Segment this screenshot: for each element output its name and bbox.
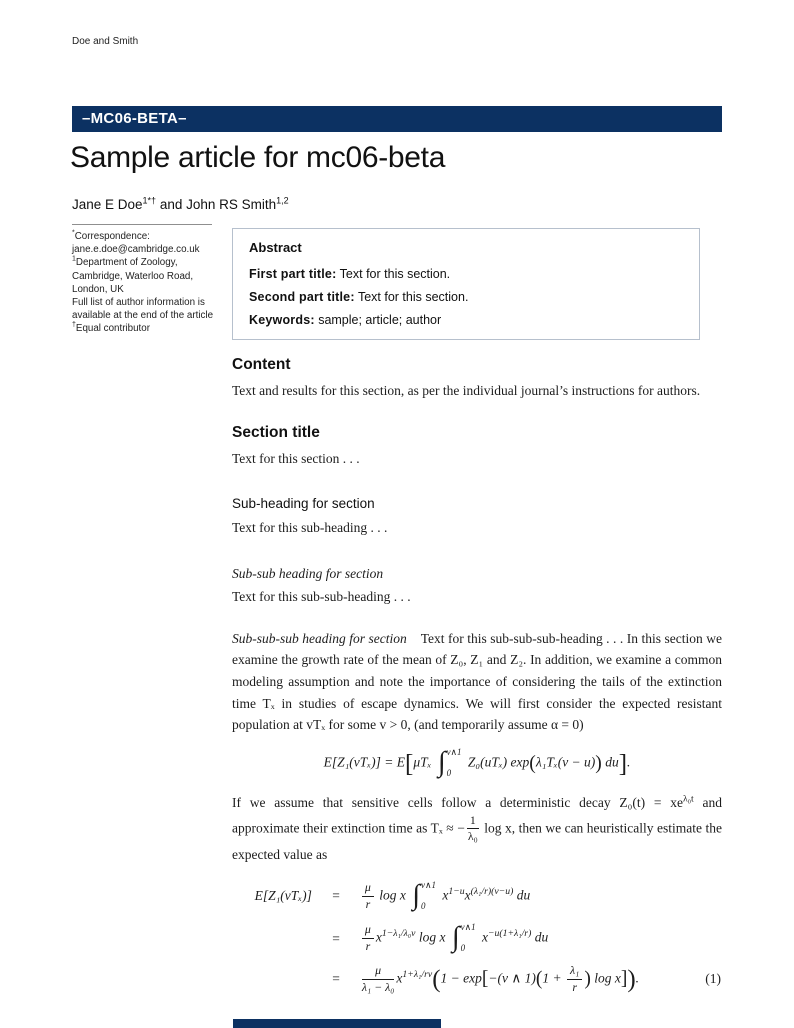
equation-lhs bbox=[232, 963, 313, 995]
abstract-item-label: Keywords: bbox=[249, 313, 315, 327]
equals-sign: = bbox=[331, 971, 341, 987]
equation-lhs: E[Z₁(vTₓ)] bbox=[254, 888, 312, 904]
authors-line: Jane E Doe$^{1*\dagger}$ and John RS Smith$^{1,2}$ bbox=[72, 195, 289, 212]
equation-lhs bbox=[232, 921, 313, 956]
abstract-heading: Abstract bbox=[249, 240, 302, 255]
section-paragraph: Text for this section . . . bbox=[232, 450, 360, 466]
content-heading: Content bbox=[232, 356, 291, 373]
subsubsub-text: Text for this sub-sub-sub-heading . . . In this section we examine the growth rate of the mean of Z₀, Z₁ and Z₂. In addition, we examine a common modeling assumption and note the importance of considering the tails of the extinction time Tₓ in studies of escape dynamics. We will first consider the expected resistant population at vTₓ for some v > 0, (and temporarily assume α = 0) bbox=[232, 630, 722, 733]
equation-tag bbox=[692, 879, 722, 914]
section-heading: Section title bbox=[232, 424, 320, 442]
running-head: Doe and Smith bbox=[72, 36, 139, 47]
correspondence-block bbox=[72, 224, 224, 336]
subsection-heading: Sub-heading for section bbox=[232, 496, 375, 512]
affiliation-line: London, UK bbox=[72, 283, 124, 295]
subsubsub-heading: Sub-sub-sub heading for section bbox=[232, 630, 407, 646]
display-equation: E[Z₁(vTₓ)] = E[μTₓ ∫ v∧1 0 Z₀(uTₓ) exp(λ₁Tₓ(v − u)) du]. bbox=[323, 746, 631, 779]
equation-row bbox=[232, 879, 722, 914]
equation-rhs: $\frac{\mu}{r}$ log x ∫ v∧1 0 $x^{1-u}x^{(\lambda_1/r)(v-u)}$ du bbox=[359, 879, 692, 914]
abstract-item-text: Text for this section. bbox=[336, 267, 451, 281]
content-paragraph: Text and results for this section, as per the individual journal’s instructions for authors. bbox=[232, 382, 701, 398]
equation-rhs: $\frac{\mu}{r}$ $x^{1-\lambda_1/\lambda_0v}$ log x ∫ v∧1 0 $x^{-u(1+\lambda_1/r)}$ du bbox=[359, 921, 692, 956]
abstract-item-label: Second part title: bbox=[249, 290, 355, 304]
correspondence-email: jane.e.doe@cambridge.co.uk bbox=[72, 244, 200, 256]
equals-sign: = bbox=[331, 888, 341, 904]
equation-number: (1) bbox=[705, 971, 721, 987]
equation-row bbox=[232, 963, 722, 995]
equation-tag bbox=[692, 921, 722, 956]
subsubsection-heading: Sub-sub heading for section bbox=[232, 565, 384, 581]
equation-row bbox=[232, 921, 722, 956]
equals-sign: = bbox=[331, 930, 341, 946]
abstract-item bbox=[249, 290, 683, 304]
abstract-item bbox=[249, 267, 683, 281]
subsubsection-paragraph: Text for this sub-sub-heading . . . bbox=[232, 589, 411, 605]
author-info-line: available at the end of the article bbox=[72, 310, 214, 322]
next-page-banner-strip bbox=[233, 1019, 441, 1028]
decay-paragraph: If we assume that sensitive cells follow a deterministic decay $Z_0(t) = xe^{\lambda_0t}$ and approximate their extinction time as Tₓ ≈ − $\frac{1}{\text{λ₀}}$ log x, then we can heuristically estimate the expected value as bbox=[232, 793, 722, 862]
affiliation-line: $^1$Department of Zoology, bbox=[72, 256, 178, 269]
subsection-paragraph: Text for this sub-heading . . . bbox=[232, 519, 388, 535]
abstract-box bbox=[232, 228, 700, 340]
equal-contributor-line: †Equal contributor bbox=[72, 322, 150, 335]
correspondence-line: *Correspondence: bbox=[72, 229, 150, 242]
journal-banner: –MC06-BETA– bbox=[72, 106, 722, 132]
article-body bbox=[232, 354, 722, 1002]
author-info-line: Full list of author information is bbox=[72, 297, 205, 309]
correspondence-rule bbox=[72, 224, 212, 225]
subsubsub-paragraph bbox=[232, 628, 722, 736]
article-title: Sample article for mc06-beta bbox=[70, 141, 446, 174]
affiliation-line: Cambridge, Waterloo Road, bbox=[72, 270, 194, 282]
abstract-item-text: Text for this section. bbox=[354, 290, 469, 304]
abstract-item bbox=[249, 313, 683, 327]
abstract-item-label: First part title: bbox=[249, 267, 337, 281]
equation-rhs: $\frac{\mu}{\text{λ₁ − λ₀}}$ $x^{1+\lambda_1/rv}(1 - \exp[-(v$ ∧ 1)(1 + $\frac{\text{λ₁}}{r}$ ) log x]). bbox=[361, 963, 640, 994]
aligned-equations bbox=[232, 872, 722, 1003]
abstract-item-text: sample; article; author bbox=[314, 313, 442, 327]
